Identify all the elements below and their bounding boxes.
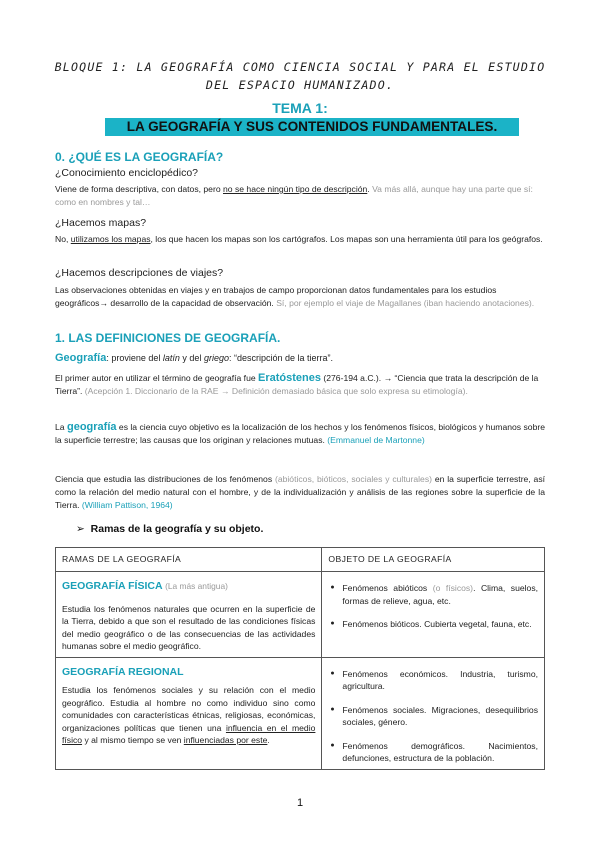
cell-geografia-fisica (56, 572, 322, 658)
list-item: ● Fenómenos abióticos (o físicos). Clima, suelos, formas de relieve, agua, etc. (342, 582, 538, 607)
bloque-heading: BLOQUE 1: LA GEOGRAFÍA COMO CIENCIA SOCIAL Y PARA EL ESTUDIO DEL ESPACIO HUMANIZADO. (54, 60, 546, 92)
paragraph-definition-martonne: La geografía es la ciencia cuyo objetivo es la localización de los hechos y los fenómenos físicos, biológicos y humanos sobre la superficie terrestre; las causas que los originan y relaciones mutuas. (Emmanuel de Martonne) (55, 421, 545, 445)
table-row (56, 657, 545, 769)
list-item: ● Fenómenos sociales. Migraciones, desequilibrios sociales, género. (342, 704, 538, 729)
geografia-regional-text: Estudia los fenómenos sociales y su relación con el medio geográfico. Estudia al hombre no como individuo sino como comunidades con características étnicas, religiosas, económicas, organizaciones políticas que tienen una influencia en el medio físico y al mismo tiempo se ven influenciadas por este. (62, 685, 316, 745)
geografia-regional-title: GEOGRAFÍA REGIONAL (62, 665, 184, 678)
paragraph-travel: Las observaciones obtenidas en viajes y en trabajos de campo proporcionan datos fundamentales para los estudios geográficos→ desarrollo de la capacidad de observación. Sí, por ejemplo el viaje de Magallanes (iban haciendo anotaciones). (55, 285, 535, 308)
paragraph-maps: No, utilizamos los mapas, los que hacen los mapas son los cartógrafos. Los mapas son una herramienta útil para los geógrafos. (55, 234, 543, 244)
table-header-row (56, 548, 545, 572)
cell-objeto-regional (322, 657, 545, 769)
list-item: ● Fenómenos bióticos. Cubierta vegetal, fauna, etc. (342, 618, 538, 631)
column-header-objeto: OBJETO DE LA GEOGRAFÍA (322, 548, 545, 572)
paragraph-definition-pattison: Ciencia que estudia las distribuciones de los fenómenos (abióticos, bióticos, sociales y culturales) en la superficie terrestre, así como la relación del medio natural con el hombre, y de la individualización y análisis de las regiones sobre la superficie de la Tierra. (William Pattison, 1964) (55, 474, 546, 510)
paragraph-eratosthenes: El primer autor en utilizar el término de geografía fue Eratóstenes (276-194 a.C.). → “Ciencia que trata la descripción de la Tierra”. (Acepción 1. Diccionario de la RAE → Definición demasiado básica que solo expresa su etimología). (55, 372, 539, 396)
arrow-bullet-icon: ➢ (76, 523, 85, 535)
tema-title: LA GEOGRAFÍA Y SUS CONTENIDOS FUNDAMENTALES. (105, 118, 519, 136)
cell-geografia-regional (56, 657, 322, 769)
question-maps: ¿Hacemos mapas? (55, 217, 147, 229)
section-0-title: 0. ¿QUÉ ES LA GEOGRAFÍA? (55, 150, 224, 164)
ramas-heading: ➢ Ramas de la geografía y su objeto. (76, 523, 264, 535)
list-item: ● Fenómenos demográficos. Nacimientos, defunciones, estructura de la población. (342, 740, 538, 765)
question-encyclopedic: ¿Conocimiento enciclopédico? (55, 167, 198, 179)
bullet-list (328, 668, 538, 765)
page-number: 1 (296, 797, 304, 809)
bullet-list (328, 582, 538, 631)
geografia-fisica-title: GEOGRAFÍA FÍSICA (La más antigua) (62, 580, 228, 592)
cell-objeto-fisica (322, 572, 545, 658)
table-row (56, 572, 545, 658)
geografia-fisica-text: Estudia los fenómenos naturales que ocurren en la superficie de la Tierra, debido a que son el resultado de las condiciones físicas del medio geográfico o de las consecuencias de las actividades humanas sobre el medio geográfico. (62, 603, 316, 651)
paragraph-encyclopedic: Viene de forma descriptiva, con datos, pero no se hace ningún tipo de descripción. Va más allá, aunque hay una parte que sí: como en nombres y tal… (55, 184, 533, 207)
ramas-table (55, 547, 545, 770)
tema-number: TEMA 1: (272, 100, 328, 116)
question-travel: ¿Hacemos descripciones de viajes? (55, 267, 224, 279)
column-header-ramas: RAMAS DE LA GEOGRAFÍA (56, 548, 322, 572)
paragraph-etymology: Geografía: proviene del latín y del griego: “descripción de la tierra”. (55, 352, 334, 364)
list-item: ● Fenómenos económicos. Industria, turismo, agricultura. (342, 668, 538, 693)
section-1-title: 1. LAS DEFINICIONES DE GEOGRAFÍA. (55, 331, 281, 345)
